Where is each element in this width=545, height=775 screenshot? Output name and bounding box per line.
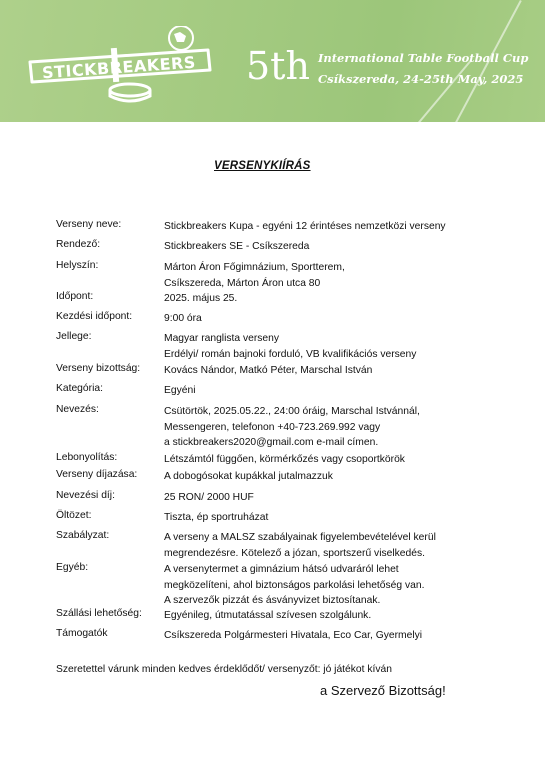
info-value	[164, 219, 524, 235]
info-value-line: A szervezők pizzát és ásványvizet biztosítanak.	[164, 595, 381, 606]
closing-text: Szeretettel várunk minden kedves érdeklődőt/ versenyzőt: jó játékot kíván	[56, 664, 392, 675]
stickbreakers-logo	[26, 26, 212, 106]
cup-location-date: Csíkszereda, 24-25th May, 2025	[318, 72, 524, 86]
info-label: Helyszín:	[56, 260, 99, 271]
info-value-line: Csíkszereda Polgármesteri Hivatala, Eco Car, Gyermelyi	[164, 630, 423, 641]
info-value	[164, 628, 524, 644]
info-value-line: Stickbreakers Kupa - egyéni 12 érintéses nemzetközi verseny	[164, 221, 446, 232]
info-value	[164, 469, 524, 485]
info-value-line: Márton Áron Főgimnázium, Sportterem,	[164, 262, 345, 273]
info-label: Nevezési díj:	[56, 490, 115, 501]
info-label: Verseny bizottság:	[56, 363, 141, 374]
info-value-line: Erdélyi/ román bajnoki forduló, VB kvalifikációs verseny	[164, 348, 417, 360]
info-value-line: Tiszta, ép sportruházat	[164, 512, 269, 523]
info-label: Verseny díjazása:	[56, 469, 138, 480]
info-value	[164, 404, 524, 451]
info-value-line: Csíkszereda, Márton Áron utca 80	[164, 277, 321, 289]
info-label: Rendező:	[56, 239, 101, 250]
info-value	[164, 363, 524, 379]
cup-title: International Table Football Cup	[318, 51, 529, 65]
info-value-line: megközelíteni, ahol biztonságos parkolási lehetőség van.	[164, 579, 425, 591]
info-label: Jellege:	[56, 331, 92, 342]
info-value-line: Magyar ranglista verseny	[164, 333, 280, 344]
info-value	[164, 311, 524, 327]
info-value	[164, 452, 524, 468]
logo-text: STICKBREAKERS	[41, 52, 197, 83]
info-label: Lebonyolítás:	[56, 452, 118, 463]
info-value-line: Kovács Nándor, Matkó Péter, Marschal István	[164, 365, 373, 376]
cup-title-block	[318, 48, 528, 90]
info-value	[164, 383, 524, 399]
info-value-line: Csütörtök, 2025.05.22., 24:00 óráig, Marschal Istvánnál,	[164, 406, 420, 417]
info-value	[164, 260, 524, 291]
header-banner	[0, 0, 545, 122]
info-value-line: a stickbreakers2020@gmail.com e-mail címen.	[164, 437, 379, 448]
info-value-line: 25 RON/ 2000 HUF	[164, 492, 254, 503]
info-value	[164, 331, 524, 362]
info-label: Öltözet:	[56, 510, 92, 521]
info-value-line: Egyénileg, útmutatással szívesen szolgálunk.	[164, 610, 372, 621]
info-label: Szállási lehetőség:	[56, 608, 142, 619]
info-value	[164, 291, 524, 307]
info-value-line: A verseny a MALSZ szabályainak figyelembevételével kerül	[164, 532, 436, 543]
info-value	[164, 530, 524, 561]
info-value	[164, 562, 524, 609]
info-value-line: A dobogósokat kupákkal jutalmazzuk	[164, 471, 333, 482]
info-label: Kategória:	[56, 383, 103, 394]
info-value-line: Messengeren, telefonon +40-723.269.992 vagy	[164, 421, 381, 433]
info-value	[164, 239, 524, 255]
info-label: Verseny neve:	[56, 219, 122, 230]
info-label: Nevezés:	[56, 404, 99, 415]
info-value-line: 9:00 óra	[164, 313, 202, 324]
info-label: Kezdési időpont:	[56, 311, 133, 322]
info-value	[164, 490, 524, 506]
info-value-line: Létszámtól függően, körmérkőzés vagy csoportkörök	[164, 454, 405, 465]
cup-edition-number: 5th	[246, 44, 310, 88]
info-value-line: megrendezésre. Kötelező a józan, sportszerű viselkedés.	[164, 547, 425, 559]
signature: a Szervező Bizottság!	[320, 683, 446, 698]
info-label: Szabályzat:	[56, 530, 110, 541]
info-value	[164, 608, 524, 624]
info-label: Egyéb:	[56, 562, 89, 573]
info-label: Támogatók	[56, 628, 108, 639]
info-value-line: Egyéni	[164, 385, 196, 396]
info-value-line: A versenytermet a gimnázium hátsó udvaráról lehet	[164, 564, 399, 575]
info-label: Időpont:	[56, 291, 94, 302]
document-title: VERSENYKIÍRÁS	[214, 160, 311, 172]
info-value-line: Stickbreakers SE - Csíkszereda	[164, 241, 310, 252]
info-value-line: 2025. május 25.	[164, 293, 238, 304]
info-value	[164, 510, 524, 526]
